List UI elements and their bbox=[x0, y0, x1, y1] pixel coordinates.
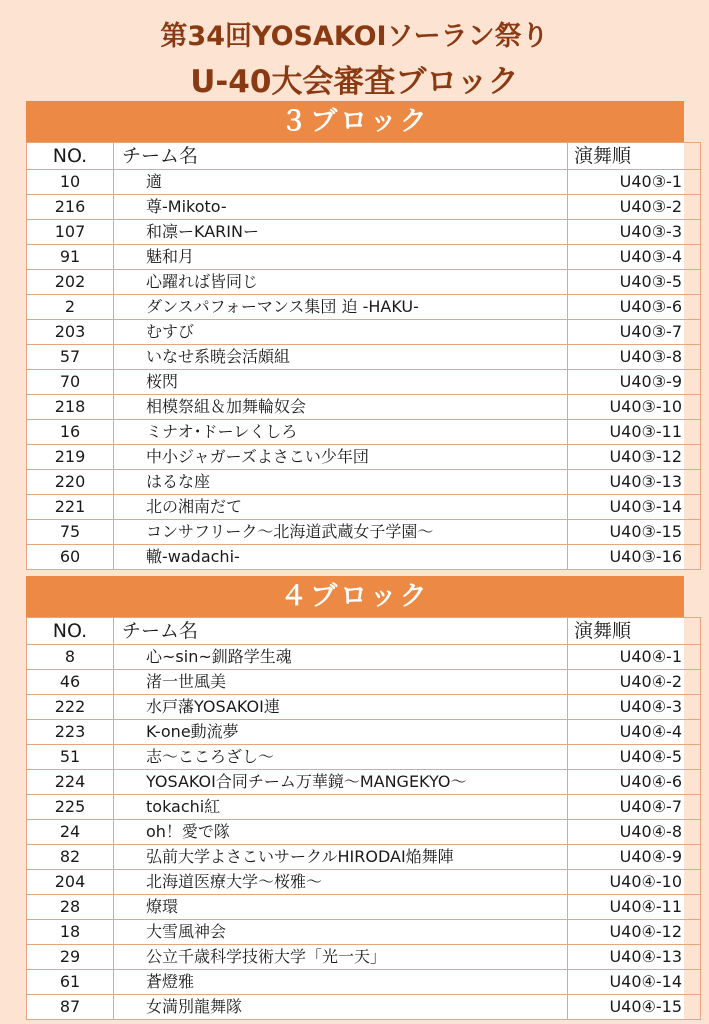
team-number: 8 bbox=[27, 645, 114, 670]
page-title: 第34回YOSAKOIソーラン祭り bbox=[160, 21, 549, 52]
team-name: むすび bbox=[114, 320, 568, 345]
performance-order: U40④-3 bbox=[568, 695, 701, 720]
team-name: 渚一世風美 bbox=[114, 670, 568, 695]
team-name: oh！愛で隊 bbox=[114, 820, 568, 845]
team-number: 57 bbox=[27, 345, 114, 370]
performance-order: U40③-16 bbox=[568, 545, 701, 570]
team-name: 北の湘南だて bbox=[114, 495, 568, 520]
performance-order: U40④-2 bbox=[568, 670, 701, 695]
team-name: 弘前大学よさこいサークルHIRODAI焔舞陣 bbox=[114, 845, 568, 870]
team-name: 女満別龍舞隊 bbox=[114, 995, 568, 1020]
table-row bbox=[27, 445, 701, 470]
team-name: YOSAKOI合同チーム万華鏡～MANGEKYO～ bbox=[114, 770, 568, 795]
performance-order: U40④-13 bbox=[568, 945, 701, 970]
block-4-rows bbox=[27, 645, 701, 1020]
team-number: 216 bbox=[27, 195, 114, 220]
team-name: 尊-Mikoto- bbox=[114, 195, 568, 220]
team-name: 心躍れば皆同じ bbox=[114, 270, 568, 295]
performance-order: U40④-8 bbox=[568, 820, 701, 845]
team-number: 91 bbox=[27, 245, 114, 270]
column-header-team-name: チーム名 bbox=[114, 143, 568, 170]
team-number: 107 bbox=[27, 220, 114, 245]
team-number: 18 bbox=[27, 920, 114, 945]
table-row bbox=[27, 345, 701, 370]
performance-order: U40③-5 bbox=[568, 270, 701, 295]
team-number: 222 bbox=[27, 695, 114, 720]
team-number: 60 bbox=[27, 545, 114, 570]
team-name: ミナオ･ドーレくしろ bbox=[114, 420, 568, 445]
performance-order: U40③-13 bbox=[568, 470, 701, 495]
team-name: 北海道医療大学～桜雅～ bbox=[114, 870, 568, 895]
team-number: 24 bbox=[27, 820, 114, 845]
team-number: 46 bbox=[27, 670, 114, 695]
performance-order: U40③-3 bbox=[568, 220, 701, 245]
performance-order: U40④-11 bbox=[568, 895, 701, 920]
block-4-table bbox=[26, 617, 701, 1020]
block-3-rows bbox=[27, 170, 701, 570]
team-name: 轍-wadachi- bbox=[114, 545, 568, 570]
performance-order: U40④-15 bbox=[568, 995, 701, 1020]
table-row bbox=[27, 920, 701, 945]
team-number: 28 bbox=[27, 895, 114, 920]
team-name: 蒼燈雅 bbox=[114, 970, 568, 995]
table-row bbox=[27, 845, 701, 870]
team-name: 魅和月 bbox=[114, 245, 568, 270]
block-heading: ４ブロック bbox=[26, 576, 684, 617]
performance-order: U40③-14 bbox=[568, 495, 701, 520]
team-number: 225 bbox=[27, 795, 114, 820]
performance-order: U40④-14 bbox=[568, 970, 701, 995]
team-name: 公立千歳科学技術大学「光一天」 bbox=[114, 945, 568, 970]
performance-order: U40③-6 bbox=[568, 295, 701, 320]
team-number: 51 bbox=[27, 745, 114, 770]
table-row bbox=[27, 670, 701, 695]
team-number: 2 bbox=[27, 295, 114, 320]
team-number: 75 bbox=[27, 520, 114, 545]
table-row bbox=[27, 870, 701, 895]
performance-order: U40③-1 bbox=[568, 170, 701, 195]
team-number: 224 bbox=[27, 770, 114, 795]
table-row bbox=[27, 295, 701, 320]
team-name: コンサフリーク～北海道武蔵女子学園～ bbox=[114, 520, 568, 545]
team-name: はるな座 bbox=[114, 470, 568, 495]
team-name: K-one動流夢 bbox=[114, 720, 568, 745]
team-name: 中小ジャガーズよさこい少年団 bbox=[114, 445, 568, 470]
table-row bbox=[27, 370, 701, 395]
block-4-section bbox=[26, 576, 684, 1020]
table-row bbox=[27, 795, 701, 820]
performance-order: U40④-4 bbox=[568, 720, 701, 745]
team-number: 203 bbox=[27, 320, 114, 345]
table-row bbox=[27, 420, 701, 445]
table-row bbox=[27, 745, 701, 770]
team-name: 大雪風神会 bbox=[114, 920, 568, 945]
team-name: 桜閃 bbox=[114, 370, 568, 395]
performance-order: U40④-12 bbox=[568, 920, 701, 945]
performance-order: U40③-7 bbox=[568, 320, 701, 345]
performance-order: U40④-6 bbox=[568, 770, 701, 795]
page-subtitle: U-40大会審査ブロック bbox=[190, 64, 519, 100]
table-row bbox=[27, 195, 701, 220]
table-row bbox=[27, 970, 701, 995]
team-number: 87 bbox=[27, 995, 114, 1020]
table-row bbox=[27, 470, 701, 495]
table-row bbox=[27, 245, 701, 270]
block-3-section bbox=[26, 101, 684, 570]
team-name: 燎環 bbox=[114, 895, 568, 920]
column-header-order: 演舞順 bbox=[568, 143, 701, 170]
table-row bbox=[27, 520, 701, 545]
team-name: 適 bbox=[114, 170, 568, 195]
table-row bbox=[27, 645, 701, 670]
performance-order: U40④-1 bbox=[568, 645, 701, 670]
performance-order: U40④-5 bbox=[568, 745, 701, 770]
table-header-row bbox=[27, 618, 701, 645]
table-row bbox=[27, 945, 701, 970]
column-header-no: NO. bbox=[27, 143, 114, 170]
team-number: 29 bbox=[27, 945, 114, 970]
performance-order: U40③-10 bbox=[568, 395, 701, 420]
team-number: 220 bbox=[27, 470, 114, 495]
team-number: 221 bbox=[27, 495, 114, 520]
table-row bbox=[27, 170, 701, 195]
team-name: 相模祭組＆加舞輪奴会 bbox=[114, 395, 568, 420]
performance-order: U40③-4 bbox=[568, 245, 701, 270]
table-row bbox=[27, 995, 701, 1020]
table-row bbox=[27, 770, 701, 795]
block-3-table bbox=[26, 142, 701, 570]
performance-order: U40③-2 bbox=[568, 195, 701, 220]
performance-order: U40④-9 bbox=[568, 845, 701, 870]
column-header-no: NO. bbox=[27, 618, 114, 645]
table-row bbox=[27, 395, 701, 420]
team-number: 70 bbox=[27, 370, 114, 395]
table-row bbox=[27, 220, 701, 245]
team-number: 218 bbox=[27, 395, 114, 420]
performance-order: U40④-7 bbox=[568, 795, 701, 820]
team-number: 82 bbox=[27, 845, 114, 870]
table-row bbox=[27, 270, 701, 295]
performance-order: U40④-10 bbox=[568, 870, 701, 895]
team-number: 202 bbox=[27, 270, 114, 295]
table-row bbox=[27, 720, 701, 745]
team-name: 心~sin~釧路学生魂 bbox=[114, 645, 568, 670]
table-row bbox=[27, 545, 701, 570]
performance-order: U40③-15 bbox=[568, 520, 701, 545]
team-number: 10 bbox=[27, 170, 114, 195]
performance-order: U40③-8 bbox=[568, 345, 701, 370]
table-header-row bbox=[27, 143, 701, 170]
team-name: ダンスパフォーマンス集団 迫 -HAKU- bbox=[114, 295, 568, 320]
team-name: tokachi紅 bbox=[114, 795, 568, 820]
team-number: 16 bbox=[27, 420, 114, 445]
team-number: 61 bbox=[27, 970, 114, 995]
team-number: 219 bbox=[27, 445, 114, 470]
team-number: 223 bbox=[27, 720, 114, 745]
table-row bbox=[27, 695, 701, 720]
team-name: 水戸藩YOSAKOI連 bbox=[114, 695, 568, 720]
team-name: 和凛ーKARINー bbox=[114, 220, 568, 245]
table-row bbox=[27, 895, 701, 920]
team-name: 志～こころざし～ bbox=[114, 745, 568, 770]
table-row bbox=[27, 320, 701, 345]
column-header-order: 演舞順 bbox=[568, 618, 701, 645]
performance-order: U40③-9 bbox=[568, 370, 701, 395]
block-heading: ３ブロック bbox=[26, 101, 684, 142]
team-name: いなせ系暁会活頗組 bbox=[114, 345, 568, 370]
team-number: 204 bbox=[27, 870, 114, 895]
performance-order: U40③-11 bbox=[568, 420, 701, 445]
table-row bbox=[27, 820, 701, 845]
performance-order: U40③-12 bbox=[568, 445, 701, 470]
column-header-team-name: チーム名 bbox=[114, 618, 568, 645]
table-row bbox=[27, 495, 701, 520]
